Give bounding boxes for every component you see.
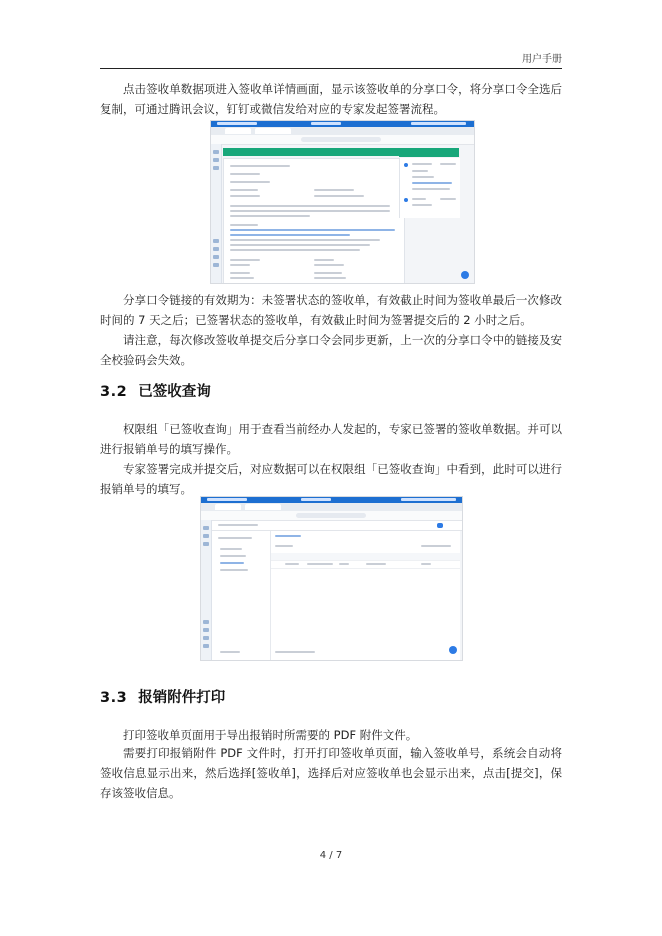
table-header: [271, 553, 460, 561]
browser-tabs: [201, 503, 462, 511]
paragraph-print-intro: 打印签收单页面用于导出报销时所需要的 PDF 附件文件。: [123, 728, 418, 742]
left-rail: [211, 144, 222, 283]
paragraph-print-steps: 需要打印报销附件 PDF 文件时，打开打印签收单页面，输入签收单号，系统会自动将签收信息显示出来，然后选择[签收单]，选择后对应签收单也会显示出来，点击[提交]，保存该签收信息。: [100, 746, 562, 800]
paragraph-share-notice: 请注意，每次修改签收单提交后分享口令会同步更新，上一次的分享口令中的链接及安全校验码会失效。: [100, 333, 562, 367]
section-number: 3.3: [100, 690, 128, 706]
nav-sidebar: [212, 531, 271, 660]
section-heading-3-2: [100, 380, 211, 401]
section-number: 3.2: [100, 384, 128, 400]
list-area: [271, 531, 460, 660]
browser-tabs: [211, 127, 474, 135]
header-title: 用户手册: [522, 54, 562, 65]
page-header: [100, 50, 562, 66]
detail-card: [223, 158, 405, 284]
section-title: 已签收查询: [138, 384, 211, 400]
section-heading-3-3: [100, 686, 225, 707]
address-bar: [211, 135, 474, 145]
table-row: [271, 561, 460, 569]
header-divider: [100, 68, 562, 69]
paragraph-share-validity: 分享口令链接的有效期为：未签署状态的签收单，有效截止时间为签收单最后一次修改时间的 7 天之后；已签署状态的签收单，有效截止时间为签署提交后的 2 小时之后。: [100, 293, 562, 327]
app-toolbar: [212, 521, 462, 531]
address-bar: [201, 511, 462, 521]
left-rail: [201, 520, 212, 660]
share-panel-header: [399, 148, 459, 157]
screenshot-detail: [210, 120, 475, 284]
paragraph-signed-query-intro: 权限组「已签收查询」用于查看当前经办人发起的，专家已签署的签收单数据。并可以进行报销单号的填写操作。: [100, 422, 562, 456]
paragraph-share-intro: 点击签收单数据项进入签收单详情画面，显示该签收单的分享口令，将分享口令全选后复制，可通过腾讯会议，钉钉或微信发给对应的专家发起签署流程。: [100, 82, 562, 116]
section-title: 报销附件打印: [138, 690, 226, 706]
paragraph-signed-query-usage: 专家签署完成并提交后，对应数据可以在权限组「已签收查询」中看到，此时可以进行报销单号的填写。: [100, 462, 562, 496]
screenshot-signed-query: [200, 496, 463, 661]
green-header-bar: [223, 148, 403, 156]
help-fab: [461, 271, 469, 279]
page-number: 4 / 7: [319, 850, 343, 861]
share-panel: [399, 158, 460, 218]
